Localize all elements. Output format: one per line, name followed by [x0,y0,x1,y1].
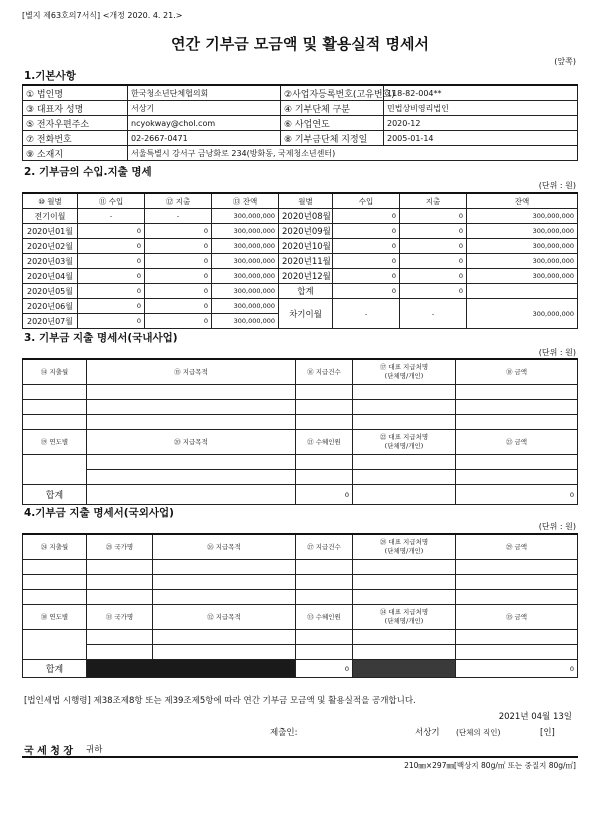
table-row [23,284,578,299]
table-row [23,239,578,254]
field-value: 서상기 [128,101,281,116]
col-amount: ⑱ 금액 [456,359,578,385]
col-purpose: ⑳ 지급목적 [87,430,296,455]
amount-cell: 0 [400,269,467,284]
redacted-cell [87,660,296,678]
amount-cell: 300,000,000 [212,299,279,314]
section3-heading: 3. 기부금 지출 명세서(국내사업) [24,332,178,344]
amount-cell: 0 [145,239,212,254]
amount-cell: 0 [333,239,400,254]
field-value: 118-82-004** [384,85,578,101]
amount-cell: 300,000,000 [467,254,578,269]
amount-cell: 0 [78,254,145,269]
empty-row [23,415,578,430]
section2-unit: (단위 : 원) [538,181,576,190]
column-header: ⑫ 지출 [145,193,212,209]
amount-cell: 300,000,000 [212,239,279,254]
month-cell: 2020년11월 [279,254,333,269]
month-cell: 2020년08월 [279,209,333,224]
basic-info-row [23,131,578,146]
col-recipient-sub: (단체명/개인) [384,547,424,555]
submitter-note: (단체의 직인) [456,728,501,737]
col-recipient: ㉘ 대표 지급처명 [379,538,429,546]
amount-cell: 0 [78,284,145,299]
field-value: 민법상비영리법인 [384,101,578,116]
total-count: 0 [296,660,353,678]
col-beneficiaries: ㉑ 수혜인원 [296,430,353,455]
month-cell: 2020년01월 [23,224,78,239]
amount-cell: 0 [400,209,467,224]
amount-cell: 300,000,000 [467,224,578,239]
col-country: ㉕ 국가명 [87,534,153,560]
domestic-header-row-2 [23,430,578,455]
total-amount: 0 [456,660,578,678]
amount-cell: 0 [400,284,467,299]
col-recipient-sub: (단체명/개인) [384,372,424,380]
amount-cell: 0 [145,314,212,329]
amount-cell: 0 [78,239,145,254]
amount-cell: 300,000,000 [212,254,279,269]
col-recipient-sub: (단체명/개인) [384,617,424,625]
amount-cell: 0 [333,284,400,299]
column-header: 수입 [333,193,400,209]
empty-row [23,470,578,485]
column-header: ⑪ 수입 [78,193,145,209]
section4-heading: 4.기부금 지출 명세서(국외사업) [24,507,174,519]
month-cell: 2020년07월 [23,314,78,329]
amount-cell: - [400,299,467,329]
seal-mark: [인] [540,728,555,738]
divider [22,756,578,758]
field-label: ⑦ 전화번호 [23,131,128,146]
amount-cell: - [333,299,400,329]
empty-row [23,590,578,605]
domestic-header-row [23,359,578,385]
amount-cell: 0 [333,254,400,269]
empty-row [23,630,578,645]
month-cell: 2020년02월 [23,239,78,254]
amount-cell: 300,000,000 [467,299,578,329]
amount-cell: 300,000,000 [467,239,578,254]
total-count: 0 [296,485,353,505]
col-amount: ㉟ 금액 [456,605,578,630]
field-value: 2005-01-14 [384,131,578,146]
address-value: 서울특별시 강서구 금낭화로 234(방화동, 국제청소년센터) [128,146,578,161]
amount-cell: - [145,209,212,224]
empty-row [23,455,578,470]
amount-cell: 0 [333,209,400,224]
field-label: ④ 기부단체 구분 [281,101,384,116]
address-row [23,146,578,161]
page-title: 연간 기부금 모금액 및 활용실적 명세서 [171,35,429,53]
overseas-expense-table [22,533,578,678]
month-cell: 2020년09월 [279,224,333,239]
empty-row [23,645,578,660]
amount-cell: 0 [400,254,467,269]
field-label: ③ 대표자 성명 [23,101,128,116]
col-purpose: ㉜ 지급목적 [153,605,296,630]
section3-unit: (단위 : 원) [538,348,576,357]
field-value: 02-2667-0471 [128,131,281,146]
amount-cell: 300,000,000 [212,224,279,239]
month-cell: 전기이월 [23,209,78,224]
column-header: ⑬ 잔액 [212,193,279,209]
col-purpose: ㉖ 지급목적 [153,534,296,560]
col-month: ㉔ 지출월 [23,534,87,560]
col-recipient: ⑰ 대표 지급처명 [379,363,429,371]
empty-row [23,400,578,415]
basic-info-row [23,85,578,101]
col-year: ⑲ 연도별 [23,430,87,455]
table-row [23,254,578,269]
month-cell: 2020년06월 [23,299,78,314]
month-cell: 2020년12월 [279,269,333,284]
column-header: ⑩ 월별 [23,193,78,209]
amount-cell: 0 [145,284,212,299]
field-label: ⑥ 사업연도 [281,116,384,131]
amount-cell: 0 [78,269,145,284]
total-label: 합계 [23,660,87,678]
amount-cell: 300,000,000 [467,209,578,224]
amount-cell: 0 [145,224,212,239]
month-cell: 2020년05월 [23,284,78,299]
submitter-label: 제출인: [270,728,298,738]
col-country: ㉛ 국가명 [87,605,153,630]
table-row [23,299,578,314]
submission-date: 2021년 04월 13일 [498,712,572,722]
amount-cell: - [78,209,145,224]
section2-heading: 2. 기부금의 수입.지출 명세 [24,166,152,178]
front-side-label: (앞쪽) [554,57,576,66]
amount-cell: 0 [78,299,145,314]
basic-info-row [23,101,578,116]
col-recipient: ㉒ 대표 지급처명 [379,433,429,441]
field-label: ⑤ 전자우편주소 [23,116,128,131]
section4-unit: (단위 : 원) [538,522,576,531]
total-label: 합계 [23,485,87,505]
domestic-expense-table [22,358,578,505]
table-row [23,224,578,239]
amount-cell: 0 [145,299,212,314]
amount-cell: 0 [333,269,400,284]
redacted-cell [353,660,456,678]
amount-cell: 0 [145,254,212,269]
column-header: 지출 [400,193,467,209]
field-label: ②사업자등록번호(고유번호) [281,85,384,101]
column-header: 잔액 [467,193,578,209]
amount-cell: 300,000,000 [212,269,279,284]
table-header-row [23,193,578,209]
address-label: ⑨ 소재지 [23,146,128,161]
total-amount: 0 [456,485,578,505]
income-expense-table [22,192,578,329]
amount-cell: 300,000,000 [467,269,578,284]
col-beneficiaries: ㉝ 수혜인원 [296,605,353,630]
basic-info-row [23,116,578,131]
section1-heading: 1.기본사항 [24,70,76,82]
overseas-header-row [23,534,578,560]
field-value: 2020-12 [384,116,578,131]
field-value: 한국청소년단체협의회 [128,85,281,101]
field-label: ⑧ 기부금단체 지정일 [281,131,384,146]
amount-cell: 300,000,000 [212,314,279,329]
table-row [23,209,578,224]
month-cell: 합계 [279,284,333,299]
empty-row [23,560,578,575]
basic-info-table [22,84,578,161]
col-purpose: ⑮ 지급목적 [87,359,296,385]
law-statement: [법인세법 시행령] 제38조제8항 또는 제39조제5항에 따라 연간 기부금 모금액 및 활용실적을 공개합니다. [24,696,416,706]
amount-cell: 0 [400,239,467,254]
column-header: 월별 [279,193,333,209]
amount-cell: 300,000,000 [212,284,279,299]
month-cell: 2020년04월 [23,269,78,284]
amount-cell [467,284,578,299]
col-amount: ㉓ 금액 [456,430,578,455]
field-value: ncyokway@chol.com [128,116,281,131]
carry-forward-label: 차기이월 [279,299,333,329]
recipient: 국 세 청 장 [24,746,74,757]
amount-cell: 0 [78,224,145,239]
month-cell: 2020년10월 [279,239,333,254]
col-recipient-sub: (단체명/개인) [384,442,424,450]
total-row [23,485,578,505]
field-label: ① 법인명 [23,85,128,101]
col-month: ⑭ 지출월 [23,359,87,385]
amount-cell: 0 [333,224,400,239]
amount-cell: 300,000,000 [212,209,279,224]
recipient-suffix: 귀하 [86,745,103,755]
month-cell: 2020년03월 [23,254,78,269]
amount-cell: 0 [145,269,212,284]
col-year: ㉚ 연도별 [23,605,87,630]
amount-cell: 0 [400,224,467,239]
amount-cell: 0 [78,314,145,329]
col-recipient: ㉞ 대표 지급처명 [379,608,429,616]
empty-row [23,575,578,590]
col-amount: ㉙ 금액 [456,534,578,560]
overseas-header-row-2 [23,605,578,630]
form-number: [별지 제63호의7서식] <개정 2020. 4. 21.> [22,11,183,20]
total-row [23,660,578,678]
table-row [23,269,578,284]
paper-spec: 210㎜×297㎜[백상지 80g/㎡ 또는 중질지 80g/㎡] [404,761,576,770]
col-count: ㉗ 지급건수 [296,534,353,560]
submitter-name: 서상기 [415,728,440,738]
empty-row [23,385,578,400]
col-count: ⑯ 지급건수 [296,359,353,385]
